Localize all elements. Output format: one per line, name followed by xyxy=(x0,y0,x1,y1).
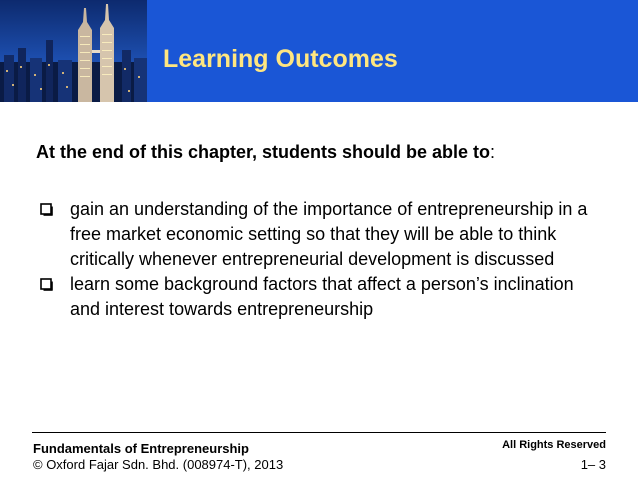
list-item-text: gain an understanding of the importance of entrepreneurship in a free market economic setting so that they will be able to think critically whenever entrepreneurial development is discussed xyxy=(70,199,588,269)
footer-copyright: © Oxford Fajar Sdn. Bhd. (008974-T), 2013 xyxy=(33,457,284,472)
hollow-square-bullet-icon xyxy=(40,278,53,291)
city-skyline-photo xyxy=(0,0,147,102)
footer-book-title: Fundamentals of Entrepreneurship xyxy=(33,441,249,456)
footer-divider xyxy=(32,432,606,433)
intro-text xyxy=(36,141,495,164)
intro-colon: : xyxy=(490,142,496,162)
list-item-text: learn some background factors that affect a person’s inclination and interest towards entrepreneurship xyxy=(70,274,574,319)
intro-text-main: At the end of this chapter, students should be able to xyxy=(36,142,491,162)
list-item xyxy=(36,272,606,322)
header-band xyxy=(0,0,638,102)
list-item xyxy=(36,197,606,272)
slide-title: Learning Outcomes xyxy=(163,45,398,73)
hollow-square-bullet-icon xyxy=(40,203,53,216)
footer-rights: All Rights Reserved xyxy=(502,439,606,451)
learning-outcomes-list xyxy=(36,197,606,322)
footer-page-number: 1– 3 xyxy=(580,457,606,472)
